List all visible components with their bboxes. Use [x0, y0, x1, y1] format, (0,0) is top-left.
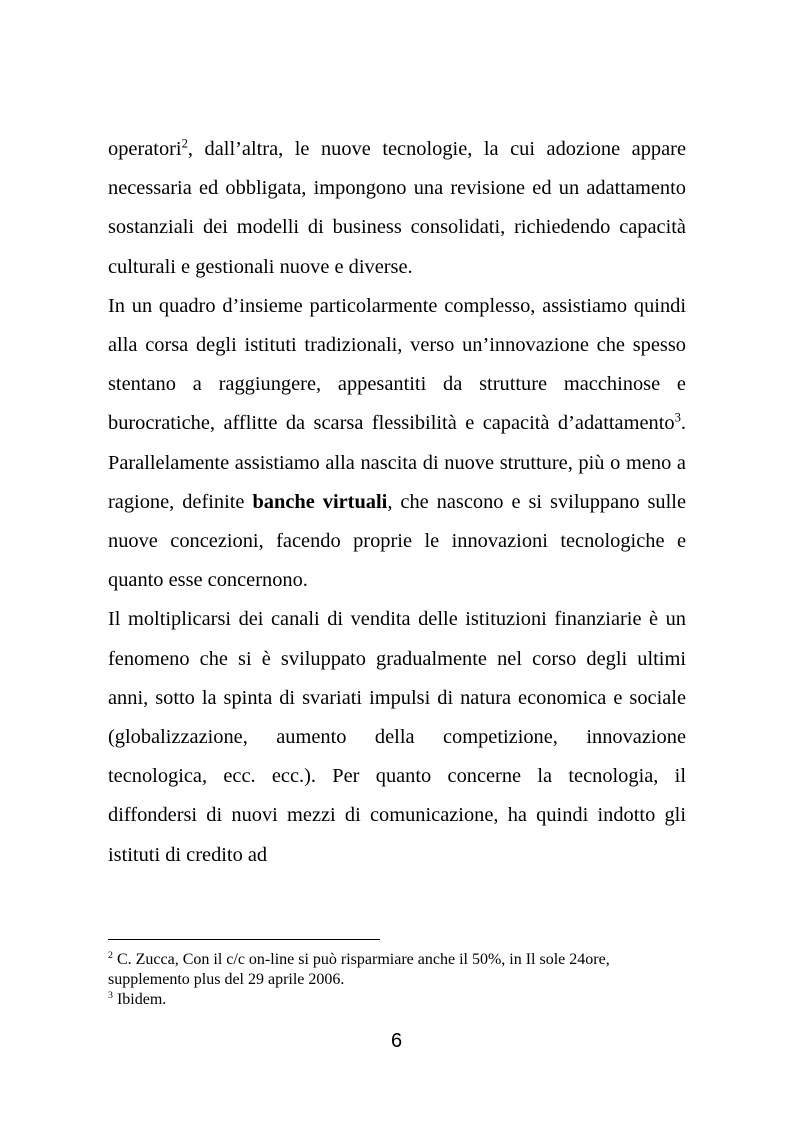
footnote-ref: 3 [674, 410, 681, 425]
footnote-text: Ibidem. [112, 991, 167, 1008]
footnote-mark: 2 [108, 950, 113, 962]
paragraph-text: . Parallelamente assistiamo alla nascita di nuove strutture, più o meno a ragione, definite [108, 412, 686, 513]
body-text [108, 130, 686, 875]
paragraph-text: In un quadro d’insieme particolarmente complesso, assistiamo quindi alla corsa degli istituti tradizionali, verso un’innovazione che spesso stentano a raggiungere, appesantiti da strutture macchinose e burocratiche, afflitte da scarsa flessibilità e capacità d’adattamento [108, 294, 686, 435]
paragraph-text: , che nascono e si sviluppano sulle nuove concezioni, facendo proprie le innovazioni tecnologiche e quanto esse concernono. [108, 490, 687, 592]
bold-term: banche virtuali [252, 490, 388, 513]
page-number: 6 [390, 1030, 403, 1052]
paragraph [108, 130, 686, 287]
footnote-mark: 3 [108, 990, 113, 1002]
paragraph-text: , dall’altra, le nuove tecnologie, la cui adozione appare necessaria ed obbligata, impongono una revisione ed un adattamento sostanziali dei modelli di business consolidati, richiedendo capacità culturali e gestionali nuove e diverse. [108, 138, 686, 278]
paragraph-text: Il moltiplicarsi dei canali di vendita delle istituzioni finanziarie è un fenomeno che si è sviluppato gradualmente nel corso degli ultimi anni, sotto la spinta di svariati impulsi di natura economica e sociale (globalizzazione, aumento della competizione, innovazione tecnologica, ecc. ecc.). Per quanto concerne la tecnologia, il diffondersi di nuovi mezzi di comunicazione, ha quindi indotto gli istituti di credito ad [108, 608, 686, 866]
footnote-ref: 2 [181, 136, 188, 151]
paragraph-text: operatori [108, 138, 182, 160]
footnote-separator [108, 939, 380, 940]
paragraph [108, 287, 686, 601]
footnote-text: C. Zucca, Con il c/c on-line si può risparmiare anche il 50%, in Il sole 24ore, supplemento plus del 29 aprile 2006. [108, 951, 610, 988]
footnotes [108, 950, 686, 1010]
footnote [108, 950, 686, 990]
footnote [108, 990, 686, 1010]
paragraph [108, 600, 686, 874]
